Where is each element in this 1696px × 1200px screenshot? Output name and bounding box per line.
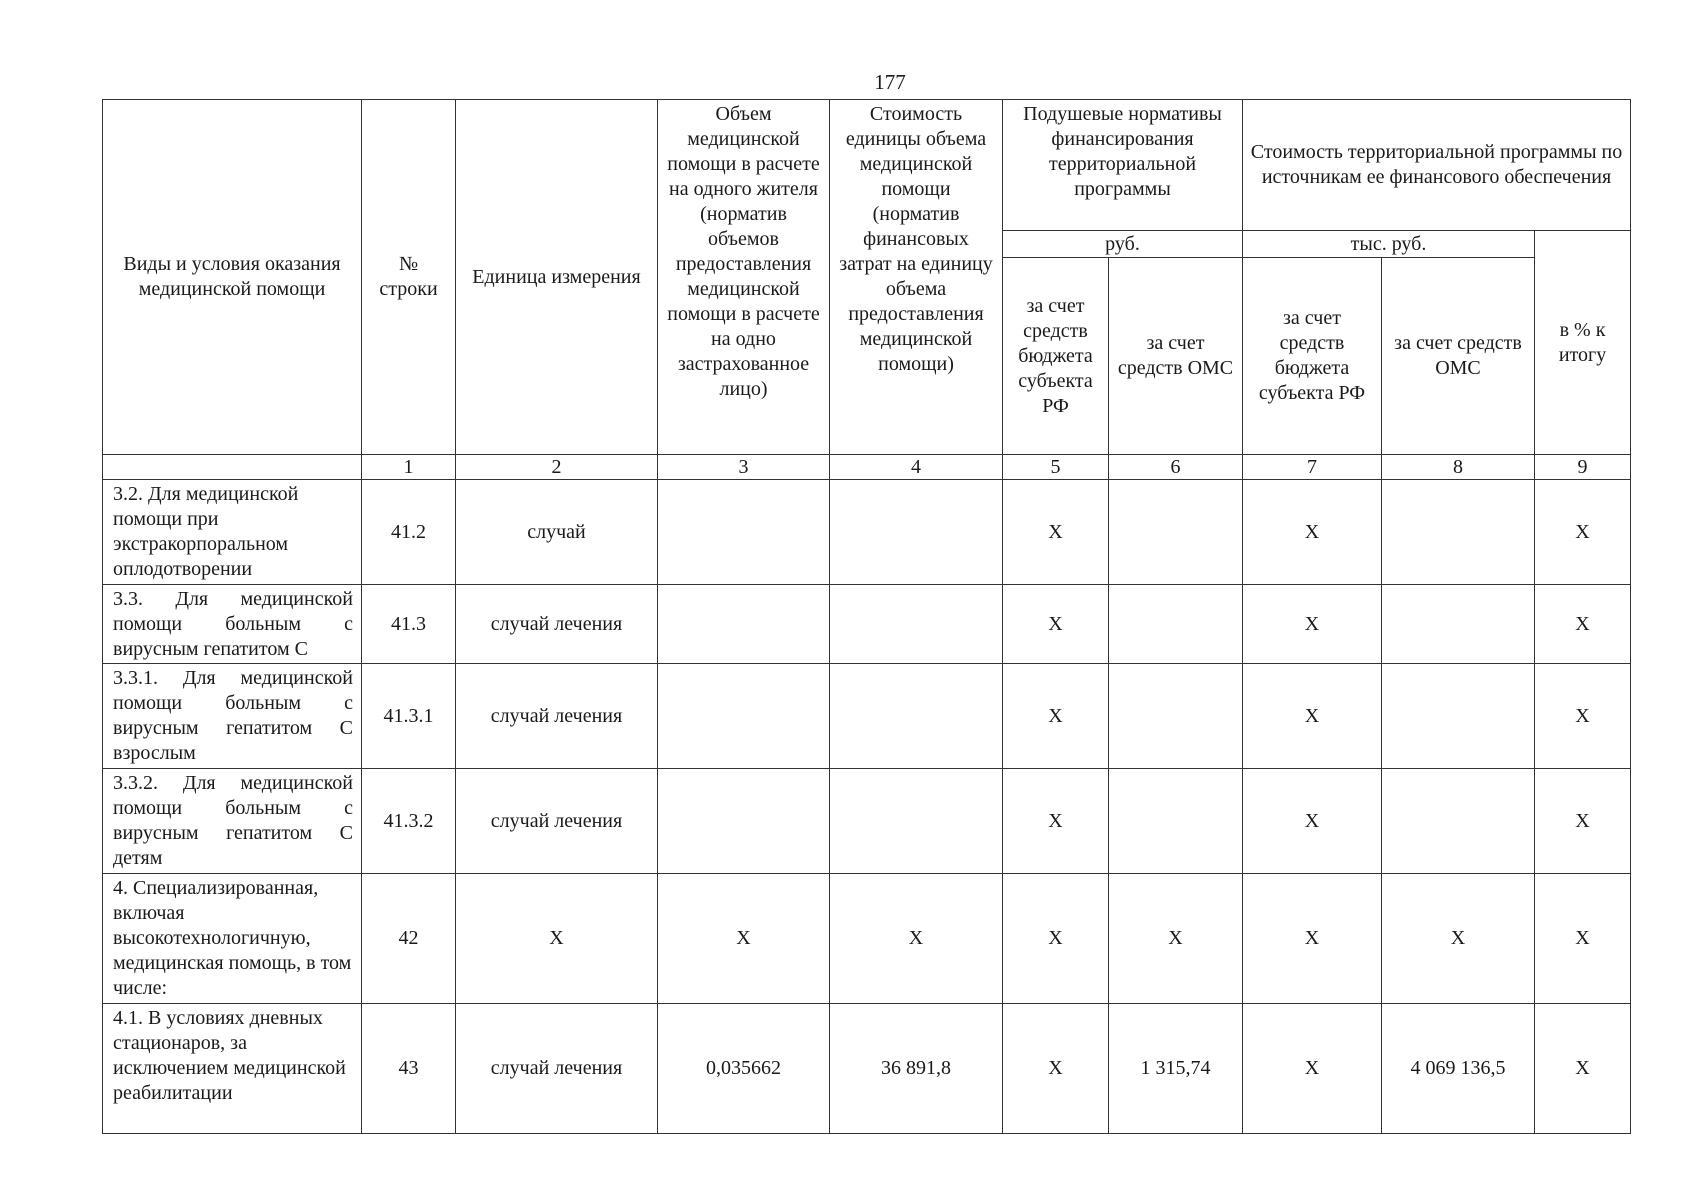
financing-table — [102, 99, 1631, 1134]
row-per-capita-oms — [1109, 480, 1243, 585]
row-cost-budget: X — [1243, 664, 1382, 769]
row-number: 41.3 — [362, 585, 456, 664]
row-unit: случай лечения — [456, 664, 658, 769]
row-cost-budget: X — [1243, 874, 1382, 1004]
row-percent: X — [1535, 1004, 1631, 1134]
column-number-blank — [103, 455, 362, 480]
header-cost-unit: Стоимость единицы объема медицинской помощи (норматив финансовых затрат на единицу объема предоставления медицинской помощи) — [830, 100, 1003, 455]
row-cost-unit: 36 891,8 — [830, 1004, 1003, 1134]
row-cost-oms — [1382, 585, 1535, 664]
row-per-capita-oms: X — [1109, 874, 1243, 1004]
table-row — [103, 585, 1631, 664]
column-number: 7 — [1243, 455, 1382, 480]
table-row — [103, 769, 1631, 874]
row-cost-unit — [830, 480, 1003, 585]
column-number: 4 — [830, 455, 1003, 480]
header-per-capita: Подушевые нормативы финансирования территориальной программы — [1003, 100, 1243, 231]
header-territorial-cost: Стоимость территориальной программы по источникам ее финансового обеспечения — [1243, 100, 1631, 231]
row-cost-unit — [830, 664, 1003, 769]
row-per-capita-budget: X — [1003, 874, 1109, 1004]
row-number: 41.3.2 — [362, 769, 456, 874]
row-cost-oms: X — [1382, 874, 1535, 1004]
row-cost-oms: 4 069 136,5 — [1382, 1004, 1535, 1134]
column-number: 5 — [1003, 455, 1109, 480]
row-cost-unit: X — [830, 874, 1003, 1004]
header-budget-rf: за счет средств бюджета субъекта РФ — [1003, 258, 1109, 455]
page-number: 177 — [874, 70, 906, 94]
header-percent: в % к итогу — [1535, 231, 1631, 455]
row-name: 3.3. Для медицинской помощи больным с вирусным гепатитом С — [103, 585, 362, 664]
row-cost-budget: X — [1243, 769, 1382, 874]
header-budget-rf-2: за счет средств бюджета субъекта РФ — [1243, 258, 1382, 455]
row-unit: случай — [456, 480, 658, 585]
row-per-capita-oms — [1109, 769, 1243, 874]
row-unit: X — [456, 874, 658, 1004]
header-oms-2: за счет средств ОМС — [1382, 258, 1535, 455]
row-percent: X — [1535, 874, 1631, 1004]
row-name: 3.3.1. Для медицинской помощи больным с вирусным гепатитом С взрослым — [103, 664, 362, 769]
row-cost-oms — [1382, 480, 1535, 585]
header-unit: Единица измерения — [456, 100, 658, 455]
row-per-capita-budget: X — [1003, 664, 1109, 769]
row-cost-budget: X — [1243, 480, 1382, 585]
table-row — [103, 1004, 1631, 1134]
row-percent: X — [1535, 480, 1631, 585]
row-percent: X — [1535, 664, 1631, 769]
row-volume — [658, 480, 830, 585]
row-per-capita-oms — [1109, 664, 1243, 769]
row-number: 42 — [362, 874, 456, 1004]
row-per-capita-budget: X — [1003, 585, 1109, 664]
row-volume: X — [658, 874, 830, 1004]
row-percent: X — [1535, 769, 1631, 874]
row-unit: случай лечения — [456, 769, 658, 874]
row-number: 43 — [362, 1004, 456, 1134]
row-number: 41.3.1 — [362, 664, 456, 769]
table-row — [103, 480, 1631, 585]
row-cost-budget: X — [1243, 585, 1382, 664]
header-oms: за счет средств ОМС — [1109, 258, 1243, 455]
row-cost-oms — [1382, 664, 1535, 769]
row-per-capita-oms: 1 315,74 — [1109, 1004, 1243, 1134]
header-thous-rub: тыс. руб. — [1243, 231, 1535, 258]
header-volume: Объем медицинской помощи в расчете на одного жителя (норматив объемов предоставления медицинской помощи в расчете на одно застрахованное лицо) — [658, 100, 830, 455]
header-rub: руб. — [1003, 231, 1243, 258]
row-name: 4. Специализированная, включая высокотехнологичную, медицинская помощь, в том числе: — [103, 874, 362, 1004]
column-number: 3 — [658, 455, 830, 480]
column-number: 6 — [1109, 455, 1243, 480]
column-numbers-row — [103, 455, 1631, 480]
row-volume — [658, 585, 830, 664]
header-row-no: № строки — [362, 100, 456, 455]
row-name: 3.2. Для медицинской помощи при экстракорпоральном оплодотворении — [103, 480, 362, 585]
row-cost-unit — [830, 585, 1003, 664]
row-unit: случай лечения — [456, 1004, 658, 1134]
row-per-capita-budget: X — [1003, 769, 1109, 874]
row-cost-oms — [1382, 769, 1535, 874]
row-volume: 0,035662 — [658, 1004, 830, 1134]
column-number: 2 — [456, 455, 658, 480]
row-per-capita-budget: X — [1003, 1004, 1109, 1134]
column-number: 9 — [1535, 455, 1631, 480]
row-cost-unit — [830, 769, 1003, 874]
row-name: 4.1. В условиях дневных стационаров, за исключением медицинской реабилитации — [103, 1004, 362, 1134]
row-per-capita-budget: X — [1003, 480, 1109, 585]
row-number: 41.2 — [362, 480, 456, 585]
column-number: 8 — [1382, 455, 1535, 480]
row-name: 3.3.2. Для медицинской помощи больным с вирусным гепатитом С детям — [103, 769, 362, 874]
row-percent: X — [1535, 585, 1631, 664]
header-types: Виды и условия оказания медицинской помощи — [103, 100, 362, 455]
column-number: 1 — [362, 455, 456, 480]
row-volume — [658, 769, 830, 874]
table-row — [103, 664, 1631, 769]
row-volume — [658, 664, 830, 769]
row-unit: случай лечения — [456, 585, 658, 664]
row-per-capita-oms — [1109, 585, 1243, 664]
row-cost-budget: X — [1243, 1004, 1382, 1134]
table-row — [103, 874, 1631, 1004]
